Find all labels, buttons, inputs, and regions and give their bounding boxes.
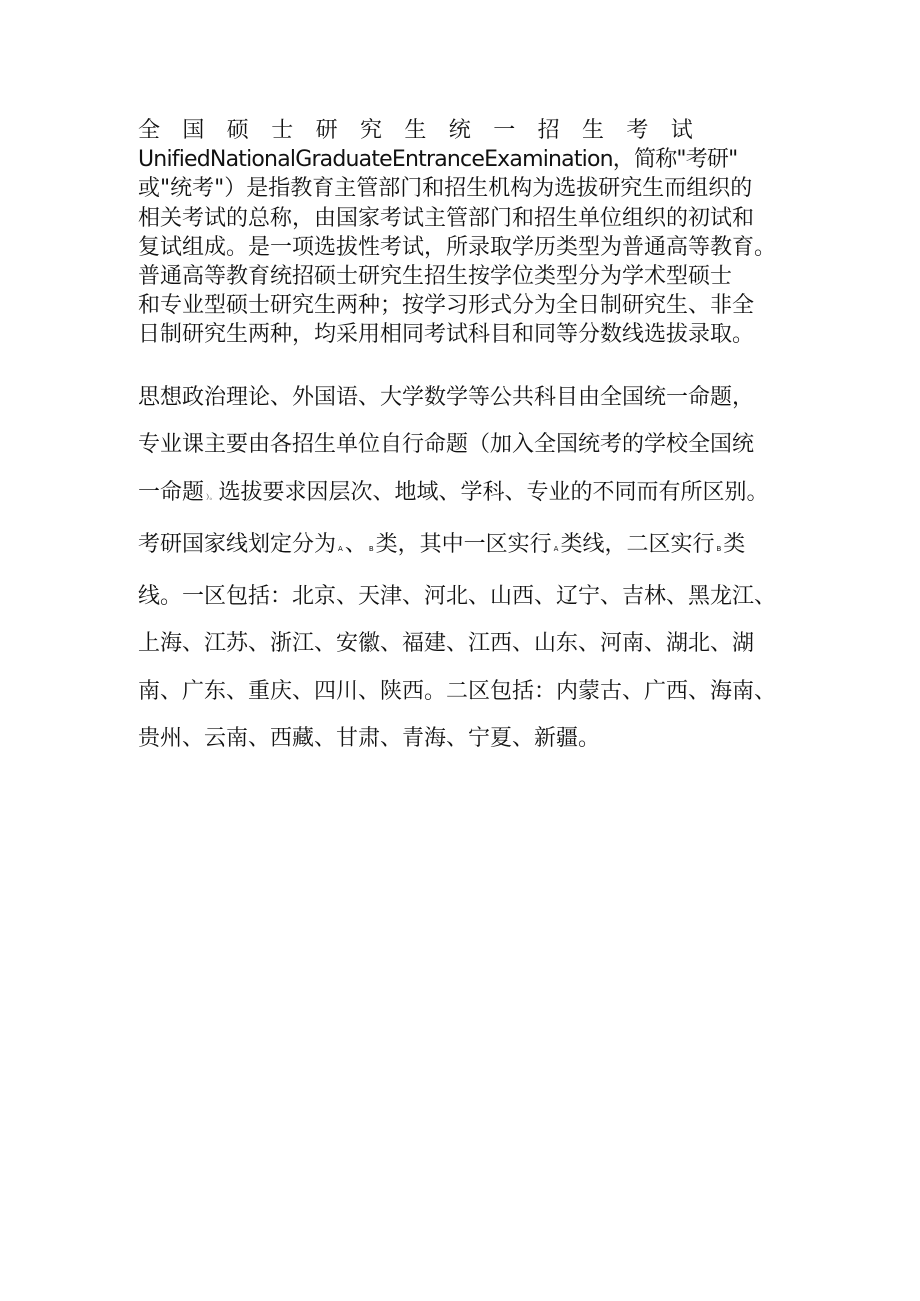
- exam-details-paragraph: [138, 374, 786, 762]
- class-a-label: A: [338, 544, 343, 553]
- text-line: 南、广东、重庆、四川、陕西。二区包括：内蒙古、广西、海南、: [138, 678, 777, 704]
- class-b-label: B: [368, 544, 374, 553]
- text-line: 复试组成。是一项选拔性考试，所录取学历类型为普通高等教育。: [138, 234, 777, 260]
- text-line: 和专业型硕士研究生两种；按学习形式分为全日制研究生、非全: [138, 293, 755, 319]
- text-line: 全国硕士研究生统一招生考试: [138, 118, 716, 143]
- text-line: 贵州、云南、西藏、甘肃、青海、宁夏、新疆。: [138, 726, 601, 752]
- text-line: 日制研究生两种，均采用相同考试科目和同等分数线选拔录取。: [138, 322, 755, 348]
- class-a-label: A: [553, 544, 559, 553]
- text-line: 普通高等教育统招硕士研究生招生按学位类型分为学术型硕士: [138, 264, 733, 290]
- small-punctuation: ）。: [206, 492, 217, 501]
- text-line: [138, 521, 786, 573]
- text-line: UnifiedNationalGraduateEntranceExamination，简称"考研": [138, 147, 738, 173]
- text-fragment: 类，其中一区实行: [375, 531, 552, 557]
- text-fragment: 类: [723, 531, 746, 557]
- text-line: 或"统考"）是指教育主管部门和招生机构为选拔研究生而组织的: [138, 176, 753, 202]
- text-line: 相关考试的总称，由国家考试主管部门和招生单位组织的初试和: [138, 205, 755, 231]
- text-line: 专业课主要由各招生单位自行命题（加入全国统考的学校全国统: [138, 432, 755, 458]
- text-fragment: 选拔要求因层次、地域、学科、专业的不同而有所区别。: [218, 479, 769, 505]
- text-line: 思想政治理论、外国语、大学数学等公共科目由全国统一命题，: [138, 385, 755, 410]
- text-fragment: 一命题: [138, 479, 205, 505]
- intro-paragraph: [138, 116, 786, 350]
- text-fragment: 、: [344, 531, 367, 557]
- text-line: 线。一区包括：北京、天津、河北、山西、辽宁、吉林、黑龙江、: [138, 584, 777, 610]
- text-fragment: 类线，二区实行: [560, 531, 715, 557]
- class-b-label: B: [716, 544, 722, 553]
- text-line: [138, 469, 786, 521]
- text-line: 上海、江苏、浙江、安徽、福建、江西、山东、河南、湖北、湖: [138, 631, 755, 657]
- text-fragment: 考研国家线划定分为: [138, 531, 337, 557]
